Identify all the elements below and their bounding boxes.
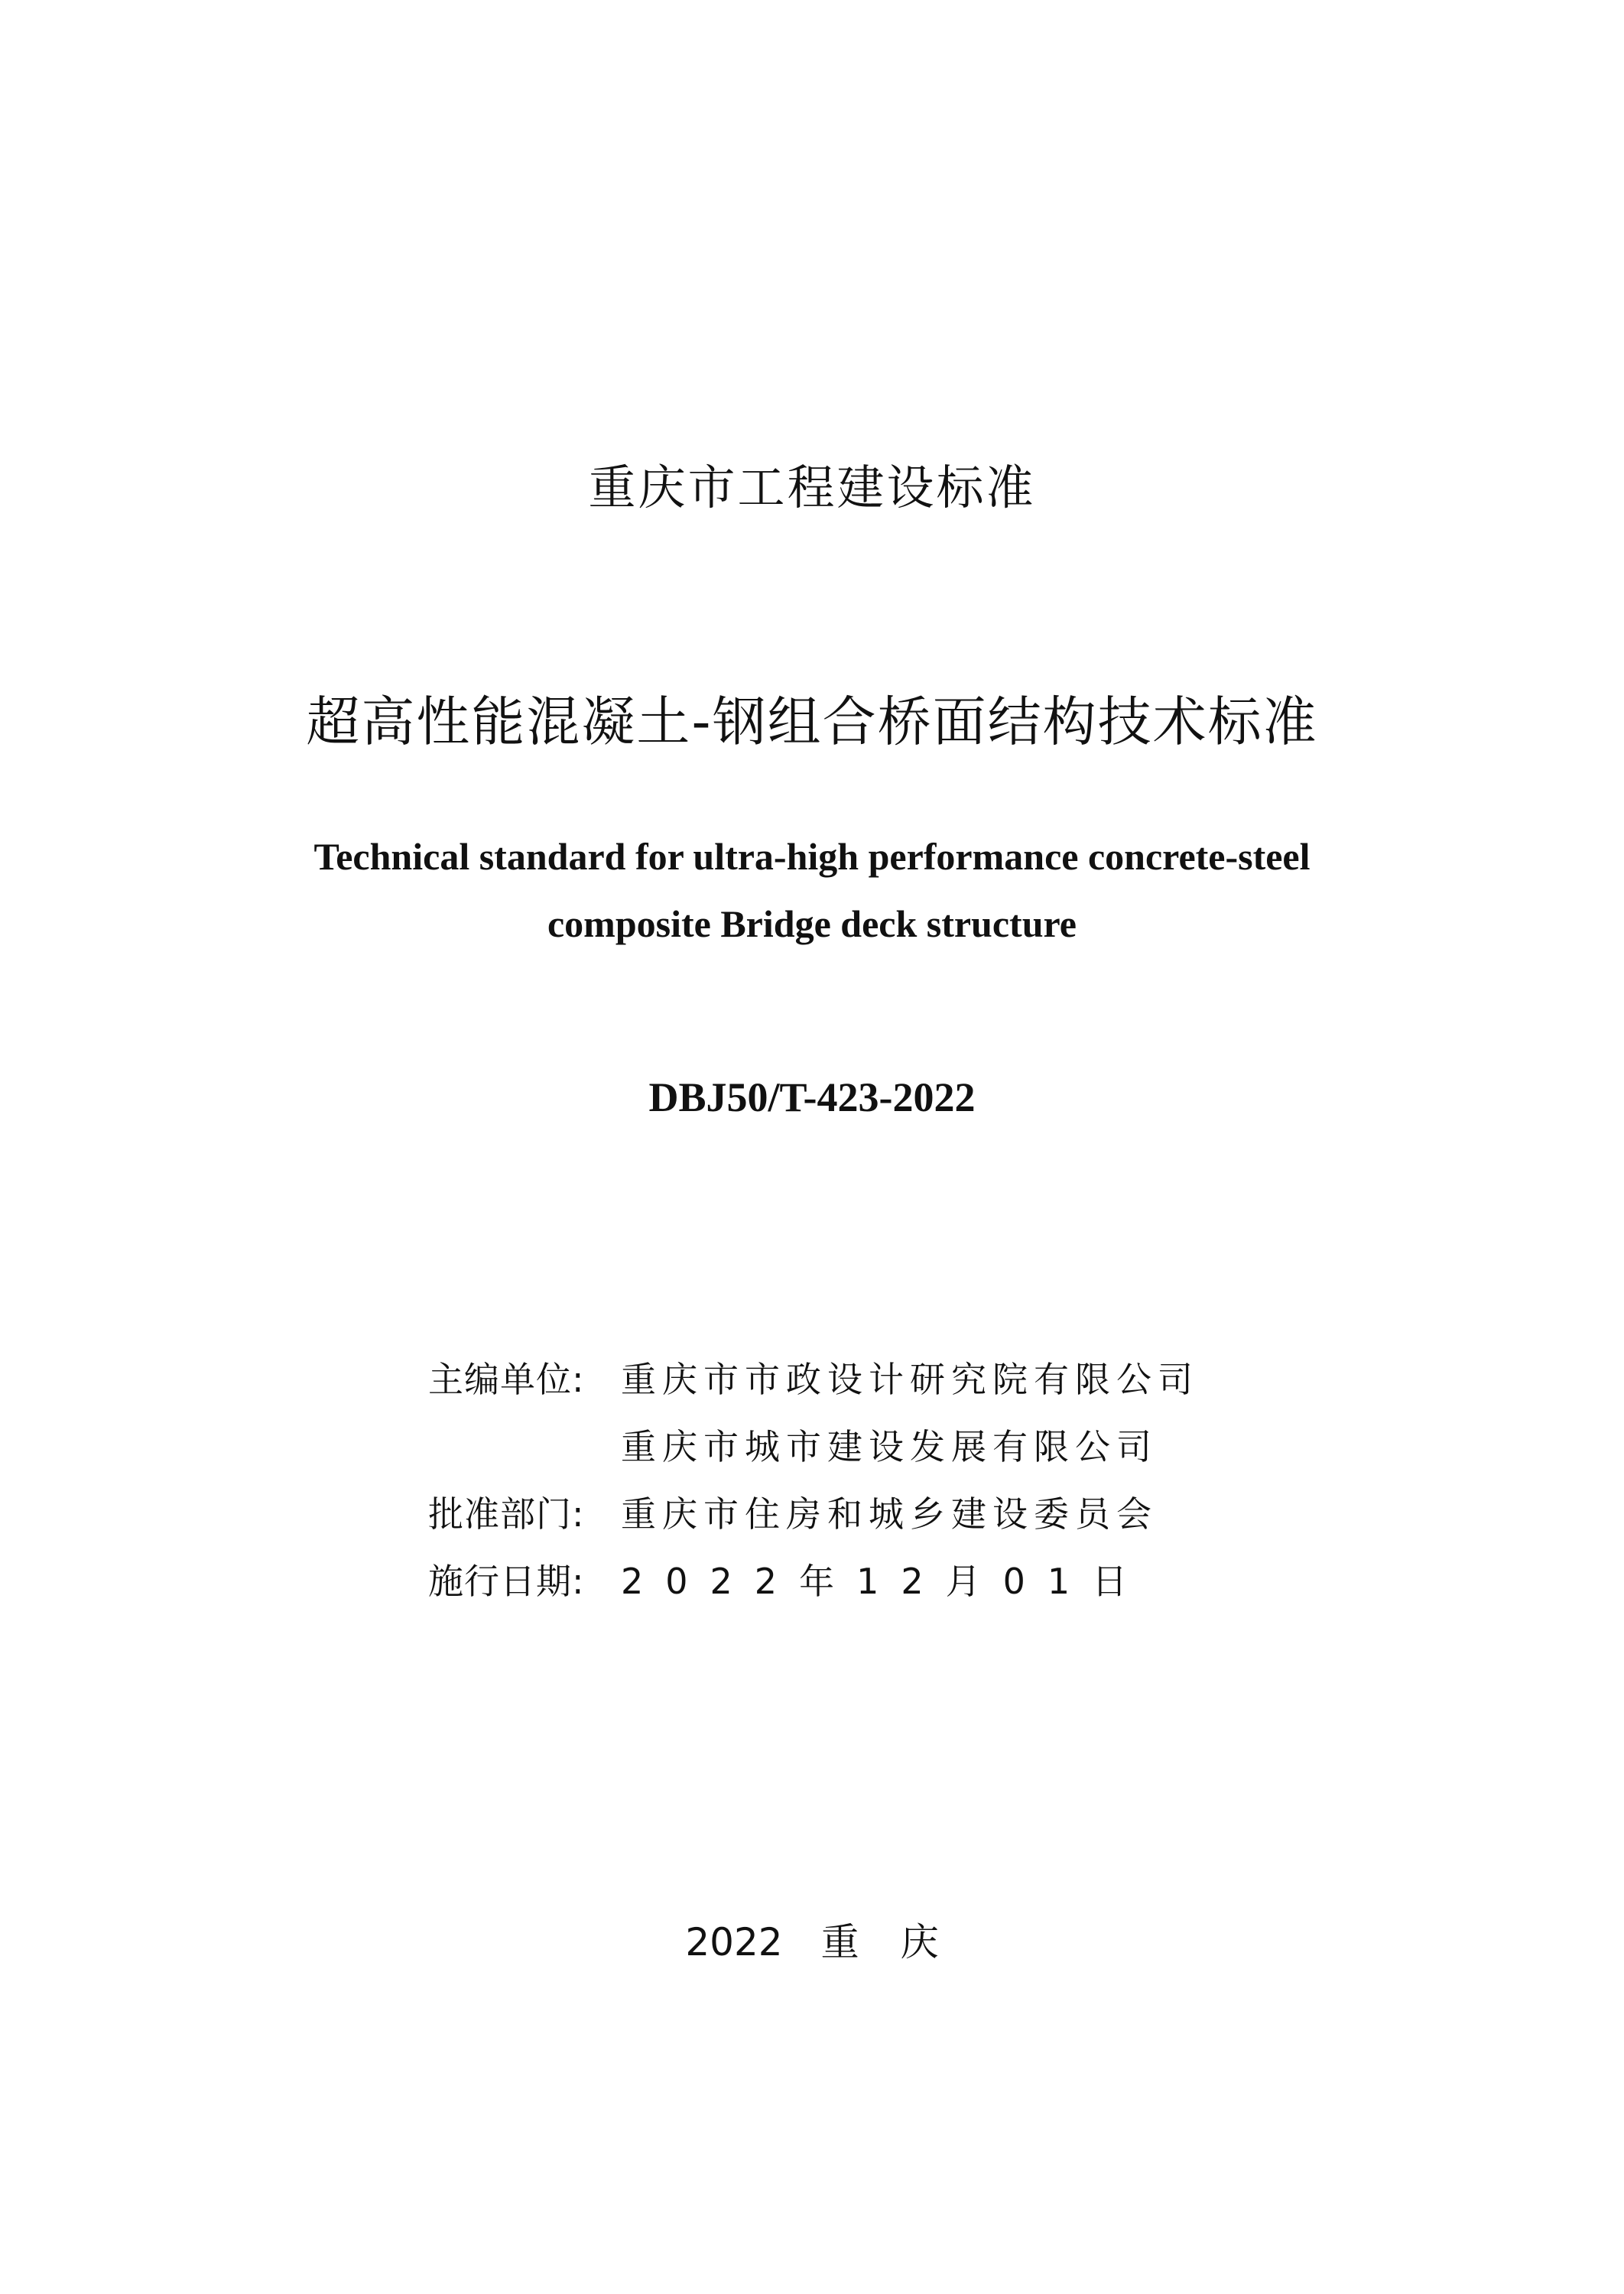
approval-label: 批准部门: [428,1493,585,1535]
chief-editor-row-2 [428,1413,1346,1480]
series-title: 重庆市工程建设标准 [588,460,1036,515]
document-title-english-line-2: composite Bridge deck structure [547,902,1077,945]
chief-editor-org-1: 重庆市市政设计研究院有限公司 [621,1359,1199,1400]
document-title-english-line-1: Technical standard for ultra-high performance concrete-steel [313,835,1311,878]
approval-department: 重庆市住房和城乡建设委员会 [621,1493,1158,1535]
publication-footer [0,1912,1624,1967]
document-title-chinese: 超高性能混凝土-钢组合桥面结构技术标准 [306,690,1318,753]
effective-date-label: 施行日期: [428,1561,585,1602]
chief-editor-row [428,1346,1346,1413]
approval-row [428,1480,1346,1548]
publication-city-char-1: 重 [820,1920,859,1964]
publication-info [428,1346,1346,1615]
publication-city-char-2: 庆 [900,1920,939,1964]
chief-editor-org-2: 重庆市城市建设发展有限公司 [621,1426,1158,1467]
effective-date: 2022年12月01日 [621,1561,1150,1602]
publication-year: 2022 [685,1920,783,1964]
standard-code: DBJ50/T-423-2022 [648,1074,976,1120]
chief-editor-label: 主编单位: [428,1359,585,1400]
effective-date-row [428,1548,1346,1615]
